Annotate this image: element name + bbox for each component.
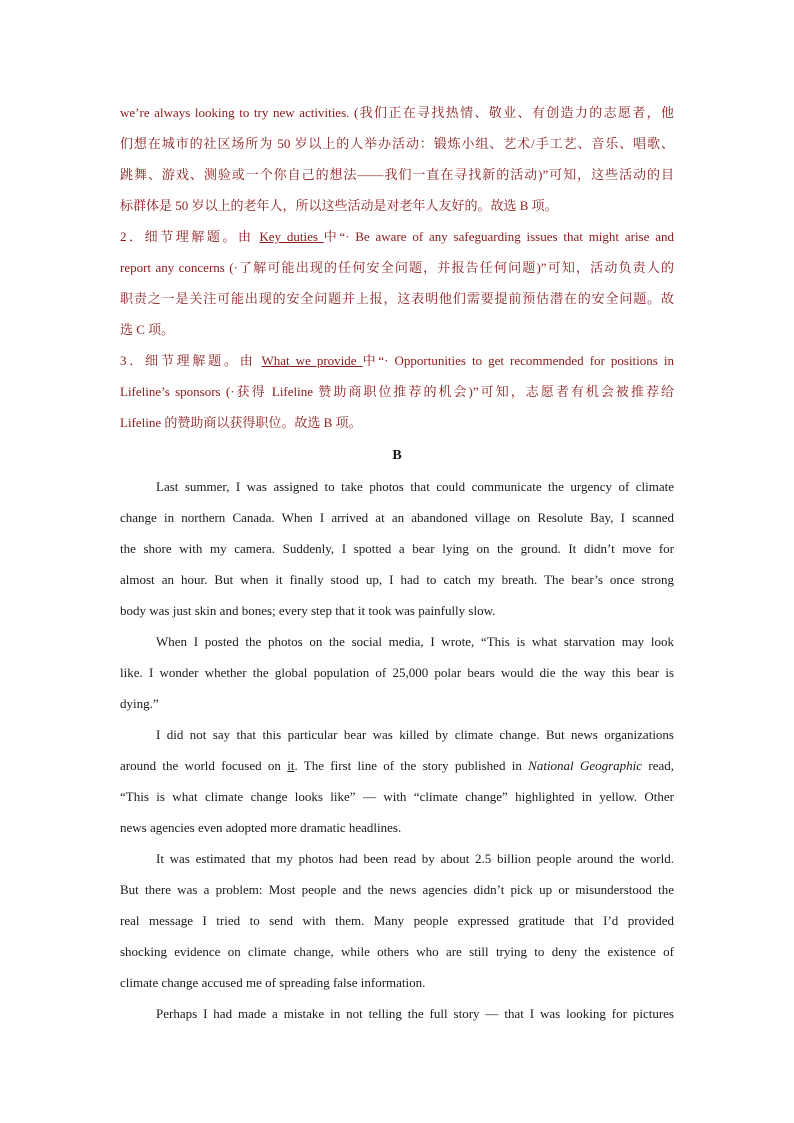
text-line: climate change accused me of spreading false information. [120,975,426,990]
text-line: When I posted the photos on the social media, I wrote, “This is what starvation may look [156,634,674,649]
text-line: Lifeline 的赞助商以获得职位。故选 B 项。 [120,415,362,430]
text-line: the shore with my camera. Suddenly, I spotted a bear lying on the ground. It didn’t move for [120,541,674,556]
answer-explanation [120,97,674,438]
text-line: 跳舞、游戏、测验或一个你自己的想法——我们一直在寻找新的活动)”可知，这些活动的目 [120,167,674,182]
text-span: around the world focused on [120,758,288,773]
question-3-line [120,345,674,376]
text-line: real message I tried to send with them. Many people expressed gratitude that I’d provided [120,913,674,928]
question-2-number: 2．细节理解题。由 [120,229,260,244]
text-line: shocking evidence on climate change, while others who are still trying to deny the existence of [120,944,674,959]
text-line: almost an hour. But when it finally stood up, I had to catch my breath. The bear’s once strong [120,572,674,587]
what-we-provide-link[interactable]: What we provide [261,353,363,368]
question-2-line [120,221,674,252]
text-line: Lifeline’s sponsors (·获得 Lifeline 赞助商职位推荐的机会)”可知，志愿者有机会被推荐给 [120,384,674,399]
text-line: 职责之一是关注可能出现的安全问题并上报，这表明他们需要提前预估潜在的安全问题。故 [120,291,674,306]
text-line: 们想在城市的社区场所为 50 岁以上的人举办活动：锻炼小组、艺术/手工艺、音乐、唱歌、 [120,136,674,151]
text-line [120,750,674,781]
text-line: 标群体是 50 岁以上的老年人，所以这些活动是对老年人友好的。故选 B 项。 [120,198,558,213]
text-line: like. I wonder whether the global population of 25,000 polar bears would die the way this bear is [120,665,674,680]
text-span: . The first line of the story published in [294,758,529,773]
underlined-word-it: it [287,758,295,773]
key-duties-link[interactable]: Key duties [259,229,324,244]
section-heading: B [392,448,402,463]
text-line: news agencies even adopted more dramatic headlines. [120,820,402,835]
reading-passage [120,471,674,1029]
text-line: change in northern Canada. When I arrived at an abandoned village on Resolute Bay, I scanned [120,510,674,525]
text-span: read, [642,758,674,773]
text-line: we’re always looking to try new activities. (我们正在寻找热情、敬业、有创造力的志愿者，他 [120,105,674,120]
text-line: “This is what climate change looks like” — with “climate change” highlighted in yellow. Other [120,789,674,804]
text-line: 选 C 项。 [120,322,175,337]
text-span: 中“· Be aware of any safeguarding issues that might arise and [323,229,674,244]
text-span: 中“· Opportunities to get recommended for positions in [362,353,674,368]
text-line: Perhaps I had made a mistake in not telling the full story — that I was looking for pictures [156,1006,674,1021]
text-line: It was estimated that my photos had been read by about 2.5 billion people around the world. [156,851,674,866]
text-line: But there was a problem: Most people and the news agencies didn’t pick up or misunderstood the [120,882,674,897]
text-line: Last summer, I was assigned to take photos that could communicate the urgency of climate [156,479,674,494]
question-3-number: 3．细节理解题。由 [120,353,262,368]
magazine-title: National Geographic [528,758,643,773]
text-line: body was just skin and bones; every step that it took was painfully slow. [120,603,496,618]
text-line: I did not say that this particular bear was killed by climate change. But news organizations [156,727,674,742]
text-line: dying.” [120,696,159,711]
text-line: report any concerns (·了解可能出现的任何安全问题，并报告任何问题)”可知，活动负责人的 [120,260,674,275]
